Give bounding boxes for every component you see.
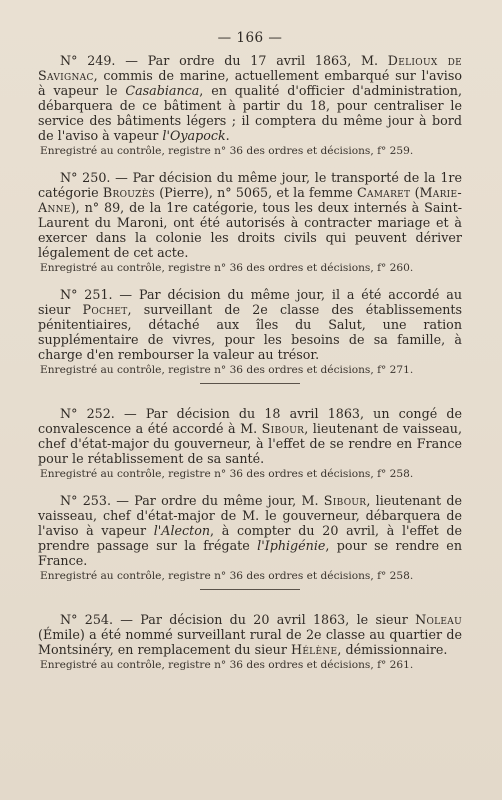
- entry-250: [38, 170, 462, 275]
- entry-number: N° 249. —: [60, 53, 138, 68]
- entry-251: [38, 287, 462, 377]
- ship-name: l'Oyapock: [162, 128, 226, 143]
- person-name: Delioux de Savignac: [38, 53, 462, 83]
- person-name: Pochet: [82, 302, 128, 317]
- entry-254: [38, 612, 462, 672]
- ship-name: Casabianca: [125, 83, 200, 98]
- registration-note: Enregistré au contrôle, registre n° 36 des ordres et décisions, f° 258.: [40, 468, 414, 480]
- entry-249: [38, 53, 462, 158]
- entry-text: N° 254. — Par décision du 20 avril 1863, le sieur Noleau (Émile) a été nommé surveillant rural de 2e classe au quartier de Montsinéry, en remplacement du sieur Hélène, démissionnaire.: [38, 612, 462, 657]
- entry-number: N° 253. —: [60, 493, 129, 508]
- registration-note: Enregistré au contrôle, registre n° 36 des ordres et décisions, f° 258.: [40, 570, 414, 582]
- section-divider: [200, 589, 300, 590]
- page-number: — 166 —: [217, 30, 283, 46]
- entry-text: N° 252. — Par décision du 18 avril 1863, un congé de convalescence a été accordé à M. Sibour, lieutenant de vaisseau, chef d'état-major du gouverneur, à l'effet de se rendre en France pour le rétablissement de sa santé.: [38, 406, 462, 466]
- ship-name: l'Iphigénie: [257, 538, 326, 553]
- registration-note: Enregistré au contrôle, registre n° 36 des ordres et décisions, f° 261.: [40, 659, 414, 671]
- registration-note: Enregistré au contrôle, registre n° 36 des ordres et décisions, f° 271.: [40, 364, 414, 376]
- entry-252: [38, 406, 462, 481]
- entry-number: N° 250. —: [60, 170, 128, 185]
- entry-text: N° 251. — Par décision du même jour, il a été accordé au sieur Pochet, surveillant de 2e classe des établissements pénitentiaires, détaché aux îles du Salut, une ration supplémentaire de vivres, pour les besoins de sa famille, à charge d'en rembourser la valeur au trésor.: [38, 287, 463, 362]
- person-name: Noleau: [415, 612, 462, 627]
- entry-text: N° 253. — Par ordre du même jour, M. Sibour, lieutenant de vaisseau, chef d'état-major de M. le gouverneur, débarquera de l'aviso à vapeur l'Alecton, à compter du 20 avril, à l'effet de prendre passage sur la frégate l'Iphigénie, pour se rendre en France.: [38, 493, 462, 568]
- registration-note: Enregistré au contrôle, registre n° 36 des ordres et décisions, f° 259.: [40, 145, 414, 157]
- person-name: Marie-Anne: [38, 185, 462, 215]
- person-name: Hélène: [290, 642, 338, 657]
- person-name: Sibour: [261, 421, 305, 436]
- entry-253: [38, 493, 462, 583]
- section-divider: [200, 383, 300, 384]
- entry-text: N° 249. — Par ordre du 17 avril 1863, M. Delioux de Savignac, commis de marine, actuellement embarqué sur l'aviso à vapeur le Casabianca, en qualité d'officier d'administration, débarquera de ce bâtiment à partir du 18, pour centraliser le service des bâtiments légers ; il comptera du même jour à bord de l'aviso à vapeur l'Oyapock.: [38, 53, 462, 143]
- person-name: Sibour: [323, 493, 367, 508]
- person-name: Brouzès: [102, 185, 156, 200]
- person-name: Camaret: [356, 185, 411, 200]
- entry-number: N° 251. —: [60, 287, 133, 302]
- entry-text: N° 250. — Par décision du même jour, le transporté de la 1re catégorie Brouzès (Pierre), n° 5065, et la femme Camaret (Marie-Anne), n° 89, de la 1re catégorie, tous les deux internés à Saint-Laurent du Maroni, ont été autorisés à contracter mariage et à exercer dans la colonie les droits civils qui peuvent dériver légalement de cet acte.: [38, 170, 462, 260]
- registration-note: Enregistré au contrôle, registre n° 36 des ordres et décisions, f° 260.: [40, 262, 414, 274]
- entry-number: N° 252. —: [60, 406, 137, 421]
- ship-name: l'Alecton: [153, 523, 211, 538]
- entry-number: N° 254. —: [60, 612, 133, 627]
